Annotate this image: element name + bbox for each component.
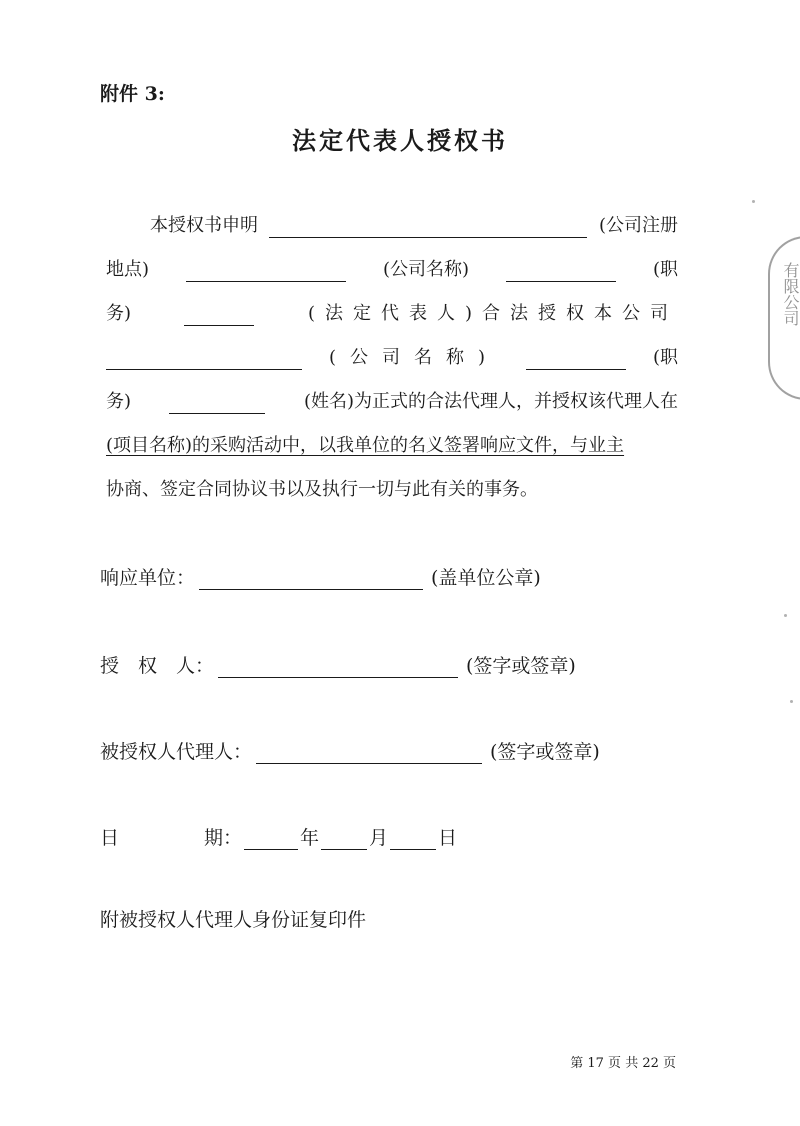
blank-company xyxy=(506,261,616,282)
month-label: 月 xyxy=(369,827,389,849)
scan-speck xyxy=(784,614,787,617)
blank-agent-position xyxy=(526,349,626,370)
body-text: 本授权书申明 xyxy=(150,215,258,236)
body-line-4 xyxy=(106,346,678,370)
agent-row xyxy=(100,740,600,764)
body-text: (公司名称) xyxy=(382,259,470,280)
body-text: (职 xyxy=(652,347,678,368)
responding-unit-hint: (盖单位公章) xyxy=(431,567,541,589)
body-line-1 xyxy=(150,214,678,238)
blank-company-name xyxy=(269,217,587,238)
annex-label: 附件 3: xyxy=(100,83,165,105)
blank-agent-name xyxy=(169,393,265,414)
blank-address xyxy=(186,261,346,282)
body-line-2 xyxy=(106,258,678,282)
page-number: 第 17 页 共 22 页 xyxy=(570,1056,676,1071)
authorizer-label: 授 权 人： xyxy=(100,655,215,677)
authorizer-row xyxy=(100,654,576,678)
body-text: (职 xyxy=(652,259,678,280)
responding-unit-field[interactable] xyxy=(199,569,423,590)
date-row xyxy=(100,826,457,850)
responding-unit-label: 响应单位： xyxy=(100,567,196,589)
day-field[interactable] xyxy=(390,829,436,850)
body-text: 地点) xyxy=(106,259,150,280)
blank-agent-company xyxy=(106,349,302,370)
body-line-5 xyxy=(106,390,678,414)
date-label-period: 期： xyxy=(204,827,243,849)
seal-text: 有限公司 xyxy=(781,262,800,326)
body-text: 务) xyxy=(106,303,132,324)
day-label: 日 xyxy=(438,827,458,849)
scan-speck xyxy=(752,200,755,203)
responding-unit-row xyxy=(100,566,541,590)
month-field[interactable] xyxy=(321,829,367,850)
blank-position xyxy=(184,305,254,326)
body-line-7 xyxy=(106,478,678,502)
body-line-6 xyxy=(106,434,678,458)
authorizer-signature-field[interactable] xyxy=(218,657,458,678)
year-field[interactable] xyxy=(244,829,298,850)
body-text: (姓名)为正式的合法代理人，并授权该代理人在 xyxy=(303,391,678,412)
agent-label: 被授权人代理人： xyxy=(100,741,253,763)
body-text: 协商、签定合同协议书以及执行一切与此有关的事务。 xyxy=(106,479,538,500)
date-label-day: 日 xyxy=(100,827,120,849)
authorizer-hint: (签字或签章) xyxy=(466,655,576,677)
body-text: (法定代表人)合法授权本公司 xyxy=(307,303,678,324)
body-text: (公司名称) xyxy=(328,347,500,368)
document-title: 法定代表人授权书 xyxy=(292,126,508,155)
body-text: 务) xyxy=(106,391,132,412)
year-label: 年 xyxy=(300,827,320,849)
body-line-3 xyxy=(106,302,678,326)
scan-speck xyxy=(790,700,793,703)
body-text: (公司注册 xyxy=(598,215,678,236)
attachment-note: 附被授权人代理人身份证复印件 xyxy=(100,909,367,931)
agent-signature-field[interactable] xyxy=(256,743,482,764)
agent-hint: (签字或签章) xyxy=(490,741,600,763)
body-text: (项目名称)的采购活动中，以我单位的名义签署响应文件，与业主 xyxy=(106,435,625,456)
